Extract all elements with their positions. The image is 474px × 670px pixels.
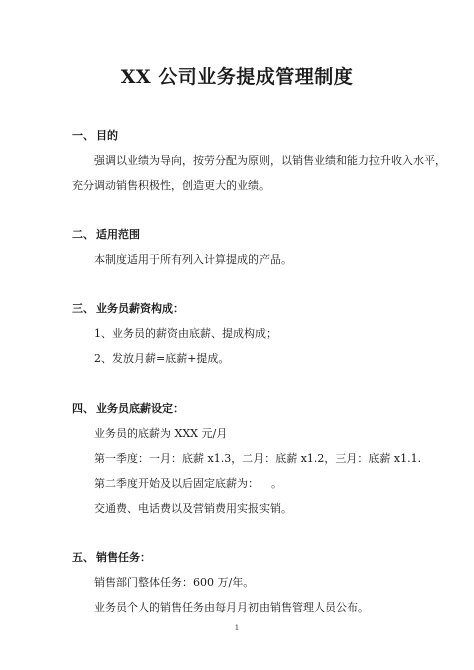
section-heading-base-salary bbox=[72, 400, 184, 416]
paragraph-line: 充分调动销售积极性，创造更大的业绩。 bbox=[72, 179, 270, 192]
paragraph-line: 业务员的底薪为 XXX 元/月 bbox=[94, 427, 228, 440]
page-number: 1 bbox=[234, 624, 240, 632]
section-title: 业务员底薪设定： bbox=[96, 402, 184, 415]
section-title: 销售任务： bbox=[96, 551, 151, 564]
paragraph-line: 本制度适用于所有列入计算提成的产品。 bbox=[94, 253, 292, 266]
document-title: XX 公司业务提成管理制度 bbox=[120, 66, 354, 88]
section-title: 目的 bbox=[96, 129, 118, 142]
section-title: 适用范围 bbox=[96, 228, 140, 241]
section-number: 三、 bbox=[72, 302, 94, 315]
paragraph-line: 业务员个人的销售任务由每月月初由销售管理人员公布。 bbox=[94, 601, 369, 614]
blank-period-mark: 。 bbox=[271, 477, 282, 490]
section-number: 一、 bbox=[72, 129, 94, 142]
section-heading-salary-structure bbox=[72, 300, 184, 316]
section-number: 二、 bbox=[72, 228, 94, 241]
paragraph-line: 销售部门整体任务：600 万/年。 bbox=[94, 576, 255, 589]
paragraph-line: 交通费、电话费以及营销费用实报实销。 bbox=[94, 502, 292, 515]
section-title: 业务员薪资构成： bbox=[96, 302, 184, 315]
section-number: 五、 bbox=[72, 551, 94, 564]
paragraph-line: 2、发放月薪=底薪+提成。 bbox=[94, 352, 230, 365]
paragraph-line: 1、业务员的薪资由底薪、提成构成； bbox=[94, 327, 277, 340]
section-heading-purpose bbox=[72, 127, 118, 143]
paragraph-line: 第二季度开始及以后固定底薪为： bbox=[94, 477, 259, 490]
paragraph-line: 第一季度：一月：底薪 x1.3，二月：底薪 x1.2，三月：底薪 x1.1. bbox=[94, 452, 422, 465]
section-heading-scope bbox=[72, 226, 140, 242]
section-heading-sales-target bbox=[72, 549, 151, 565]
paragraph-line: 强调以业绩为导向，按劳分配为原则，以销售业绩和能力拉升收入水平， bbox=[94, 154, 446, 167]
section-number: 四、 bbox=[72, 402, 94, 415]
